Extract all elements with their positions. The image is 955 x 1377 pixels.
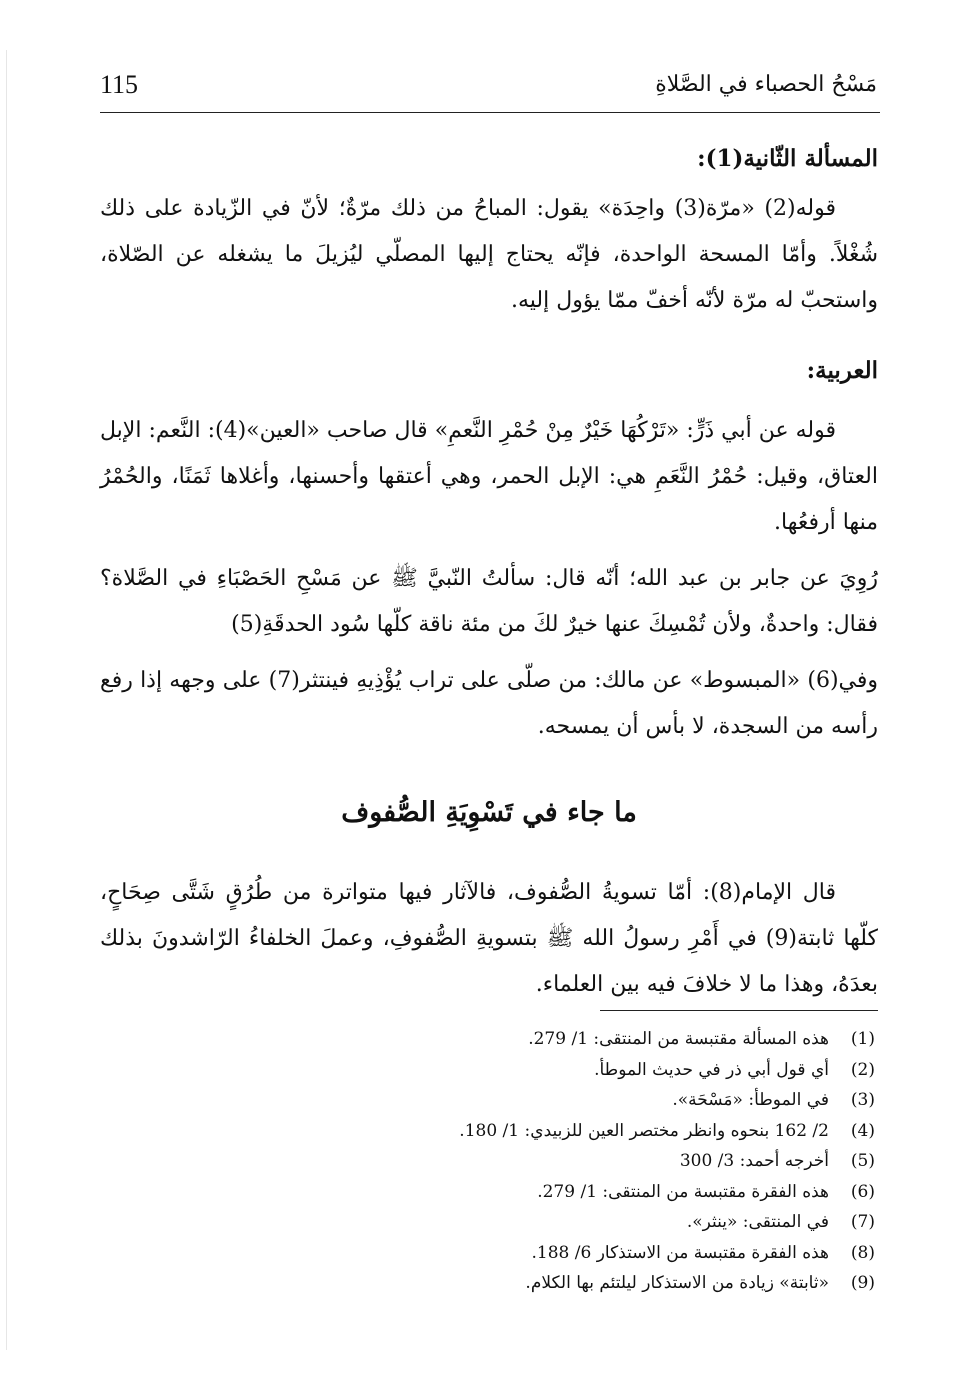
footnote-number: (2) bbox=[850, 1059, 875, 1080]
footnote-text: هذه المسألة مقتبسة من المنتقى: 1/ 279. bbox=[528, 1029, 829, 1049]
running-title: مَسْحُ الحصباء في الصَّلاةِ bbox=[655, 72, 877, 97]
footnote-text: هذه الفقرة مقتبسة من المنتقى: 1/ 279. bbox=[537, 1181, 829, 1202]
footnote-number: (7) bbox=[850, 1212, 875, 1232]
paragraph-imam: قال الإمام(8): أمّا تسويةُ الصُّفوف، فالآثار فيها متواترة من طُرُقٍ شَتَّى صِحَاحٍ، كلّها ثابتة(9) في أَمْرِ رسولُ الله ﷺ بتسويةِ الصُّفوفِ، وعملَ الخلفاءُ الرّاشدونَ بذلك بعدَهُ، وهذا ما لا خلافَ فيه بين العلماء. bbox=[100, 880, 879, 997]
footnote-item bbox=[315, 1207, 875, 1238]
footnote-number: (8) bbox=[850, 1242, 875, 1263]
footnote-item bbox=[315, 1238, 875, 1269]
main-text bbox=[100, 130, 878, 1008]
paragraph-jabir: رُوِيَ عن جابر بن عبد الله؛ أنّه قال: سألتُ النّبيَّ ﷺ عن مَسْحِ الحَصْبَاءِ في الصَّلاة؟ فقال: واحدةٌ، ولأن تُمْسِكَ عنها خيرٌ لكَ من مئة ناقة كلّها سُود الحدقَةِ(5) bbox=[100, 566, 879, 637]
footnote-item bbox=[315, 1116, 875, 1147]
footnote-rule bbox=[600, 1010, 878, 1011]
footnotes bbox=[315, 1024, 875, 1299]
footnote-text: في المنتقى: «ينثر». bbox=[686, 1212, 829, 1232]
footnote-number: (3) bbox=[850, 1090, 875, 1110]
chapter-title: ما جاء في تَسْوِيَةِ الصُّفوف bbox=[341, 797, 637, 828]
scan-edge bbox=[6, 50, 7, 1350]
paragraph-second-issue: قوله(2) «مرّة(3) واحِدَة» يقول: المباحُ من ذلك مرّةٌ؛ لأنّ في الزّيادة على ذلك شُغْلاً. وأمّا المسحة الواحدة، فإنّه يحتاج إليها المصلّي ليُزيلَ ما يشغله عن الصّلاة، واستحبّ له مرّة لأنّه أخفّ ممّا يؤول إليه. bbox=[100, 196, 878, 313]
footnote-item bbox=[315, 1177, 875, 1208]
footnote-number: (4) bbox=[850, 1120, 875, 1141]
footnote-item bbox=[315, 1085, 875, 1116]
footnote-text: أخرجه أحمد: 3/ 300 bbox=[679, 1151, 829, 1171]
paragraph-mabsut: وفي(6) «المبسوط» عن مالك: من صلّى على تراب يُؤْذِيهِ فينتثر(7) على وجهه إذا رفع رأسه من السجدة، لا بأس أن يمسحه. bbox=[100, 668, 878, 739]
footnote-number: (9) bbox=[850, 1273, 875, 1293]
paragraph-abu-dharr: قوله عن أبي ذَرٍّ: «تَرْكُهَا خَيْرٌ مِنْ حُمْرِ النَّعمِ» قال صاحب «العين»(4): النَّعم: الإبل العتاق، وقيل: حُمْرُ النَّعَمِ هي: الإبل الحمر، وهي أعتقها وأحسنها، وأغلاها ثَمَنًا، والحُمْرُ منها أرفعُها. bbox=[100, 418, 878, 535]
page-number: 115 bbox=[100, 70, 139, 99]
footnote-number: (1) bbox=[850, 1029, 875, 1049]
footnote-item bbox=[315, 1268, 875, 1299]
footnote-item bbox=[315, 1055, 875, 1086]
section-heading-arabic: العربية: bbox=[806, 357, 878, 384]
footnote-number: (5) bbox=[850, 1151, 875, 1171]
footnote-text: «ثابتة» زيادة من الاستذكار ليلتئم بها الكلام. bbox=[525, 1273, 829, 1293]
footnote-number: (6) bbox=[850, 1181, 875, 1202]
footnote-text: في الموطأ: «مَسْحَة». bbox=[672, 1090, 829, 1110]
section-heading-second-issue: المسألة الثّانية(1): bbox=[697, 145, 878, 172]
footnote-item bbox=[315, 1146, 875, 1177]
footnote-text: هذه الفقرة مقتبسة من الاستذكار 6/ 188. bbox=[531, 1242, 829, 1263]
header-rule bbox=[100, 112, 880, 113]
footnote-text: أي قول أبي ذر في حديث الموطأ. bbox=[594, 1059, 829, 1080]
footnote-item bbox=[315, 1024, 875, 1055]
footnote-text: 2/ 162 بنحوه وانظر مختصر العين للزبيدي: 1/ 180. bbox=[459, 1120, 829, 1141]
